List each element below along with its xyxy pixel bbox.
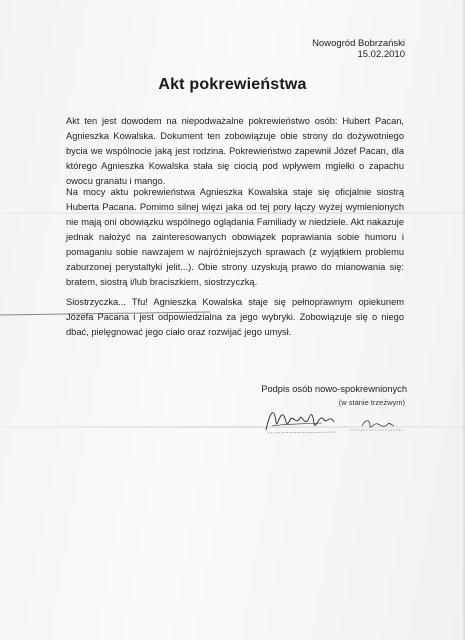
paragraph-2: Na mocy aktu pokrewieństwa Agnieszka Kowalska staje się oficjalnie siostrą Huberta Pacana. Pomimo silnej więzi jaka od tej pory łączy wyżej wymienionych nie mają oni obowiązku wspólnego oglądania Familiady w niedziele. Akt nakazuje jednak nałożyć na zainteresowanych obowiązek poprawiania sobie humoru i pomaganiu sobie nawzajem w najróżniejszych sprawach (z wyjątkiem problemu zaburzonej perystaltyki jelit...). Obie strony uzyskują prawo do mianowania się: bratem, siostrą i/lub braciszkiem, siostrzyczką. (66, 187, 404, 287)
document-title: Akt pokrewieństwa (158, 76, 307, 93)
handwritten-signature-1 (262, 400, 342, 438)
paragraph-3: Siostrzyczka... Tfu! Agnieszka Kowalska staje się pełnoprawnym opiekunem Józefa Pacana i jest odpowiedzialna za jego wybryki. Zobowiązuje się o niego dbać, pielęgnować jego ciało oraz rozwijać jego umysł. (66, 297, 404, 337)
signature-header: Podpis osób nowo-spokrewnionych (261, 384, 407, 394)
paragraph-1: Akt ten jest dowodem na niepodważalne pokrewieństwo osób: Hubert Pacan, Agnieszka Kowalska. Dokument ten zobowiązuje obie strony do dożywotniego bycia we wspólnocie jaką jest rodzina. Pokrewieństwo zapewnił Józef Pacan, dla którego Agnieszka Kowalska stała się ciocią pod wpływem mgiełki o zapachu owocu granatu i mango. (66, 116, 404, 186)
date: 15.02.2010 (357, 49, 405, 60)
place: Nowogród Bobrzański (312, 38, 405, 49)
handwritten-signature-2 (348, 412, 406, 436)
signature-note: (w stanie trzeźwym) (338, 398, 405, 407)
place-and-date (312, 38, 405, 60)
